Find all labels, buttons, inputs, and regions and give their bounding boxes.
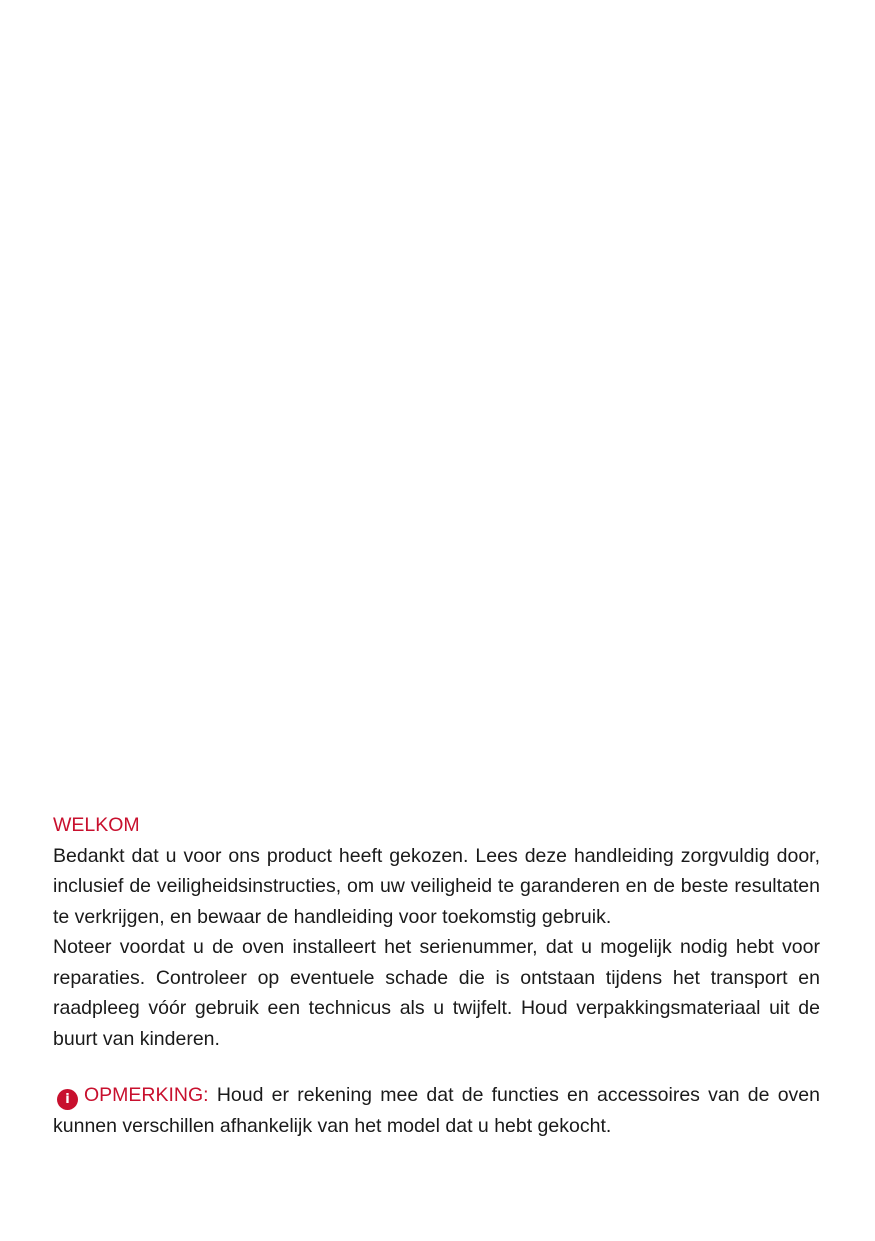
info-icon: i	[57, 1089, 78, 1110]
welcome-section	[53, 810, 820, 1141]
note-text: Houd er rekening mee dat de functies en accessoires van de oven kunnen verschillen afhankelijk van het model dat u hebt gekocht.	[53, 1084, 820, 1137]
note-block	[53, 1080, 820, 1141]
note-label: OPMERKING:	[84, 1084, 209, 1106]
welcome-paragraph-1: Bedankt dat u voor ons product heeft gekozen. Lees deze handleiding zorgvuldig door, inclusief de veiligheidsinstructies, om uw veiligheid te garanderen en de beste resultaten te verkrijgen, en bewaar de handleiding voor toekomstig gebruik.	[53, 844, 820, 928]
welcome-heading: WELKOM	[53, 814, 140, 836]
welcome-paragraph-2: Noteer voordat u de oven installeert het serienummer, dat u mogelijk nodig hebt voor reparaties. Controleer op eventuele schade die is ontstaan tijdens het transport en raadpleeg vóór gebruik een technicus als u twijfelt. Houd verpakkingsmateriaal uit de buurt van kinderen.	[53, 936, 820, 1050]
